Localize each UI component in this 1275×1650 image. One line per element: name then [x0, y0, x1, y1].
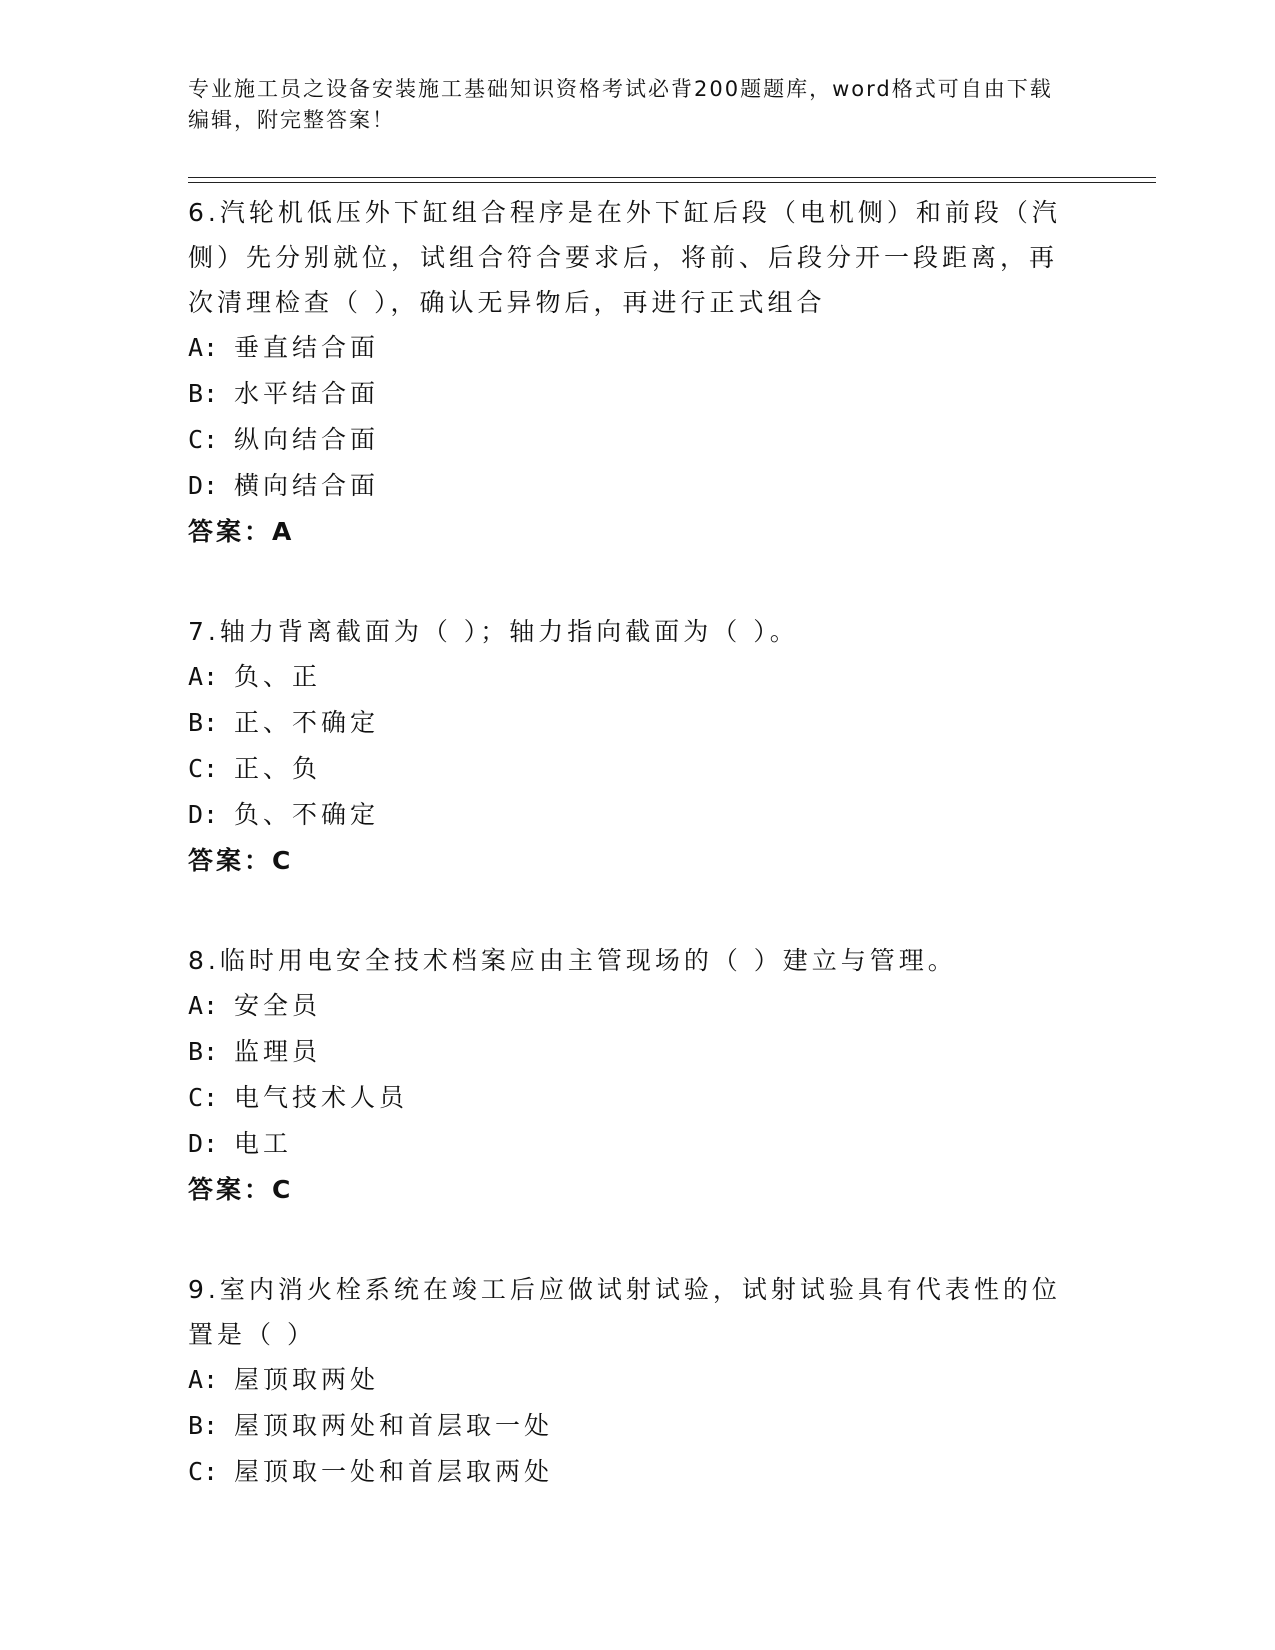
option-text: 负、不确定 — [234, 800, 380, 829]
option-c — [188, 1449, 1068, 1495]
option-b — [188, 1029, 1068, 1075]
option-key: B: — [188, 708, 219, 737]
option-key: D: — [188, 471, 219, 500]
option-key: A: — [188, 662, 219, 691]
question-spacer — [188, 555, 1068, 609]
question-stem: 7.轴力背离截面为（ ）；轴力指向截面为（ ）。 — [188, 617, 799, 646]
option-text: 负、正 — [234, 662, 322, 691]
option-text: 横向结合面 — [234, 471, 380, 500]
answer-line: 答案：C — [188, 846, 294, 875]
option-c — [188, 1075, 1068, 1121]
option-key: B: — [188, 1037, 219, 1066]
option-text: 纵向结合面 — [234, 425, 380, 454]
option-text: 电工 — [234, 1129, 293, 1158]
option-a — [188, 325, 1068, 371]
option-text: 监理员 — [234, 1037, 322, 1066]
option-key: C: — [188, 1083, 219, 1112]
option-text: 正、负 — [234, 754, 322, 783]
question-stem: 6.汽轮机低压外下缸组合程序是在外下缸后段（电机侧）和前段（汽侧）先分别就位，试组合符合要求后，将前、后段分开一段距离，再次清理检查（ ），确认无异物后，再进行正式组合 — [188, 198, 1061, 317]
option-text: 屋顶取两处和首层取一处 — [234, 1411, 554, 1440]
question-list — [188, 190, 1068, 1495]
option-d — [188, 792, 1068, 838]
question-stem: 9.室内消火栓系统在竣工后应做试射试验，试射试验具有代表性的位置是（ ） — [188, 1275, 1061, 1349]
option-key: B: — [188, 1411, 219, 1440]
option-key: C: — [188, 425, 219, 454]
option-d — [188, 463, 1068, 509]
option-b — [188, 700, 1068, 746]
option-a — [188, 654, 1068, 700]
option-text: 水平结合面 — [234, 379, 380, 408]
option-a — [188, 983, 1068, 1029]
question-7 — [188, 609, 1068, 884]
option-key: D: — [188, 1129, 219, 1158]
question-9 — [188, 1267, 1068, 1495]
document-header: 专业施工员之设备安装施工基础知识资格考试必背200题题库，word格式可自由下载编辑，附完整答案！ — [188, 77, 1053, 132]
option-key: A: — [188, 991, 219, 1020]
question-spacer — [188, 1213, 1068, 1267]
option-key: B: — [188, 379, 219, 408]
option-text: 垂直结合面 — [234, 333, 380, 362]
option-a — [188, 1357, 1068, 1403]
question-spacer — [188, 884, 1068, 938]
option-c — [188, 746, 1068, 792]
option-text: 正、不确定 — [234, 708, 380, 737]
option-text: 屋顶取两处 — [234, 1365, 380, 1394]
answer-line: 答案：C — [188, 1175, 294, 1204]
option-b — [188, 371, 1068, 417]
option-text: 屋顶取一处和首层取两处 — [234, 1457, 554, 1486]
option-key: A: — [188, 333, 219, 362]
option-c — [188, 417, 1068, 463]
option-key: A: — [188, 1365, 219, 1394]
question-stem: 8.临时用电安全技术档案应由主管现场的（ ）建立与管理。 — [188, 946, 957, 975]
answer-line: 答案：A — [188, 517, 295, 546]
question-8 — [188, 938, 1068, 1213]
option-b — [188, 1403, 1068, 1449]
header-divider-top — [188, 177, 1156, 178]
option-text: 安全员 — [234, 991, 322, 1020]
question-6 — [188, 190, 1068, 555]
option-key: C: — [188, 1457, 219, 1486]
option-key: C: — [188, 754, 219, 783]
header-divider-bottom — [188, 182, 1156, 183]
option-key: D: — [188, 800, 219, 829]
option-d — [188, 1121, 1068, 1167]
option-text: 电气技术人员 — [234, 1083, 409, 1112]
